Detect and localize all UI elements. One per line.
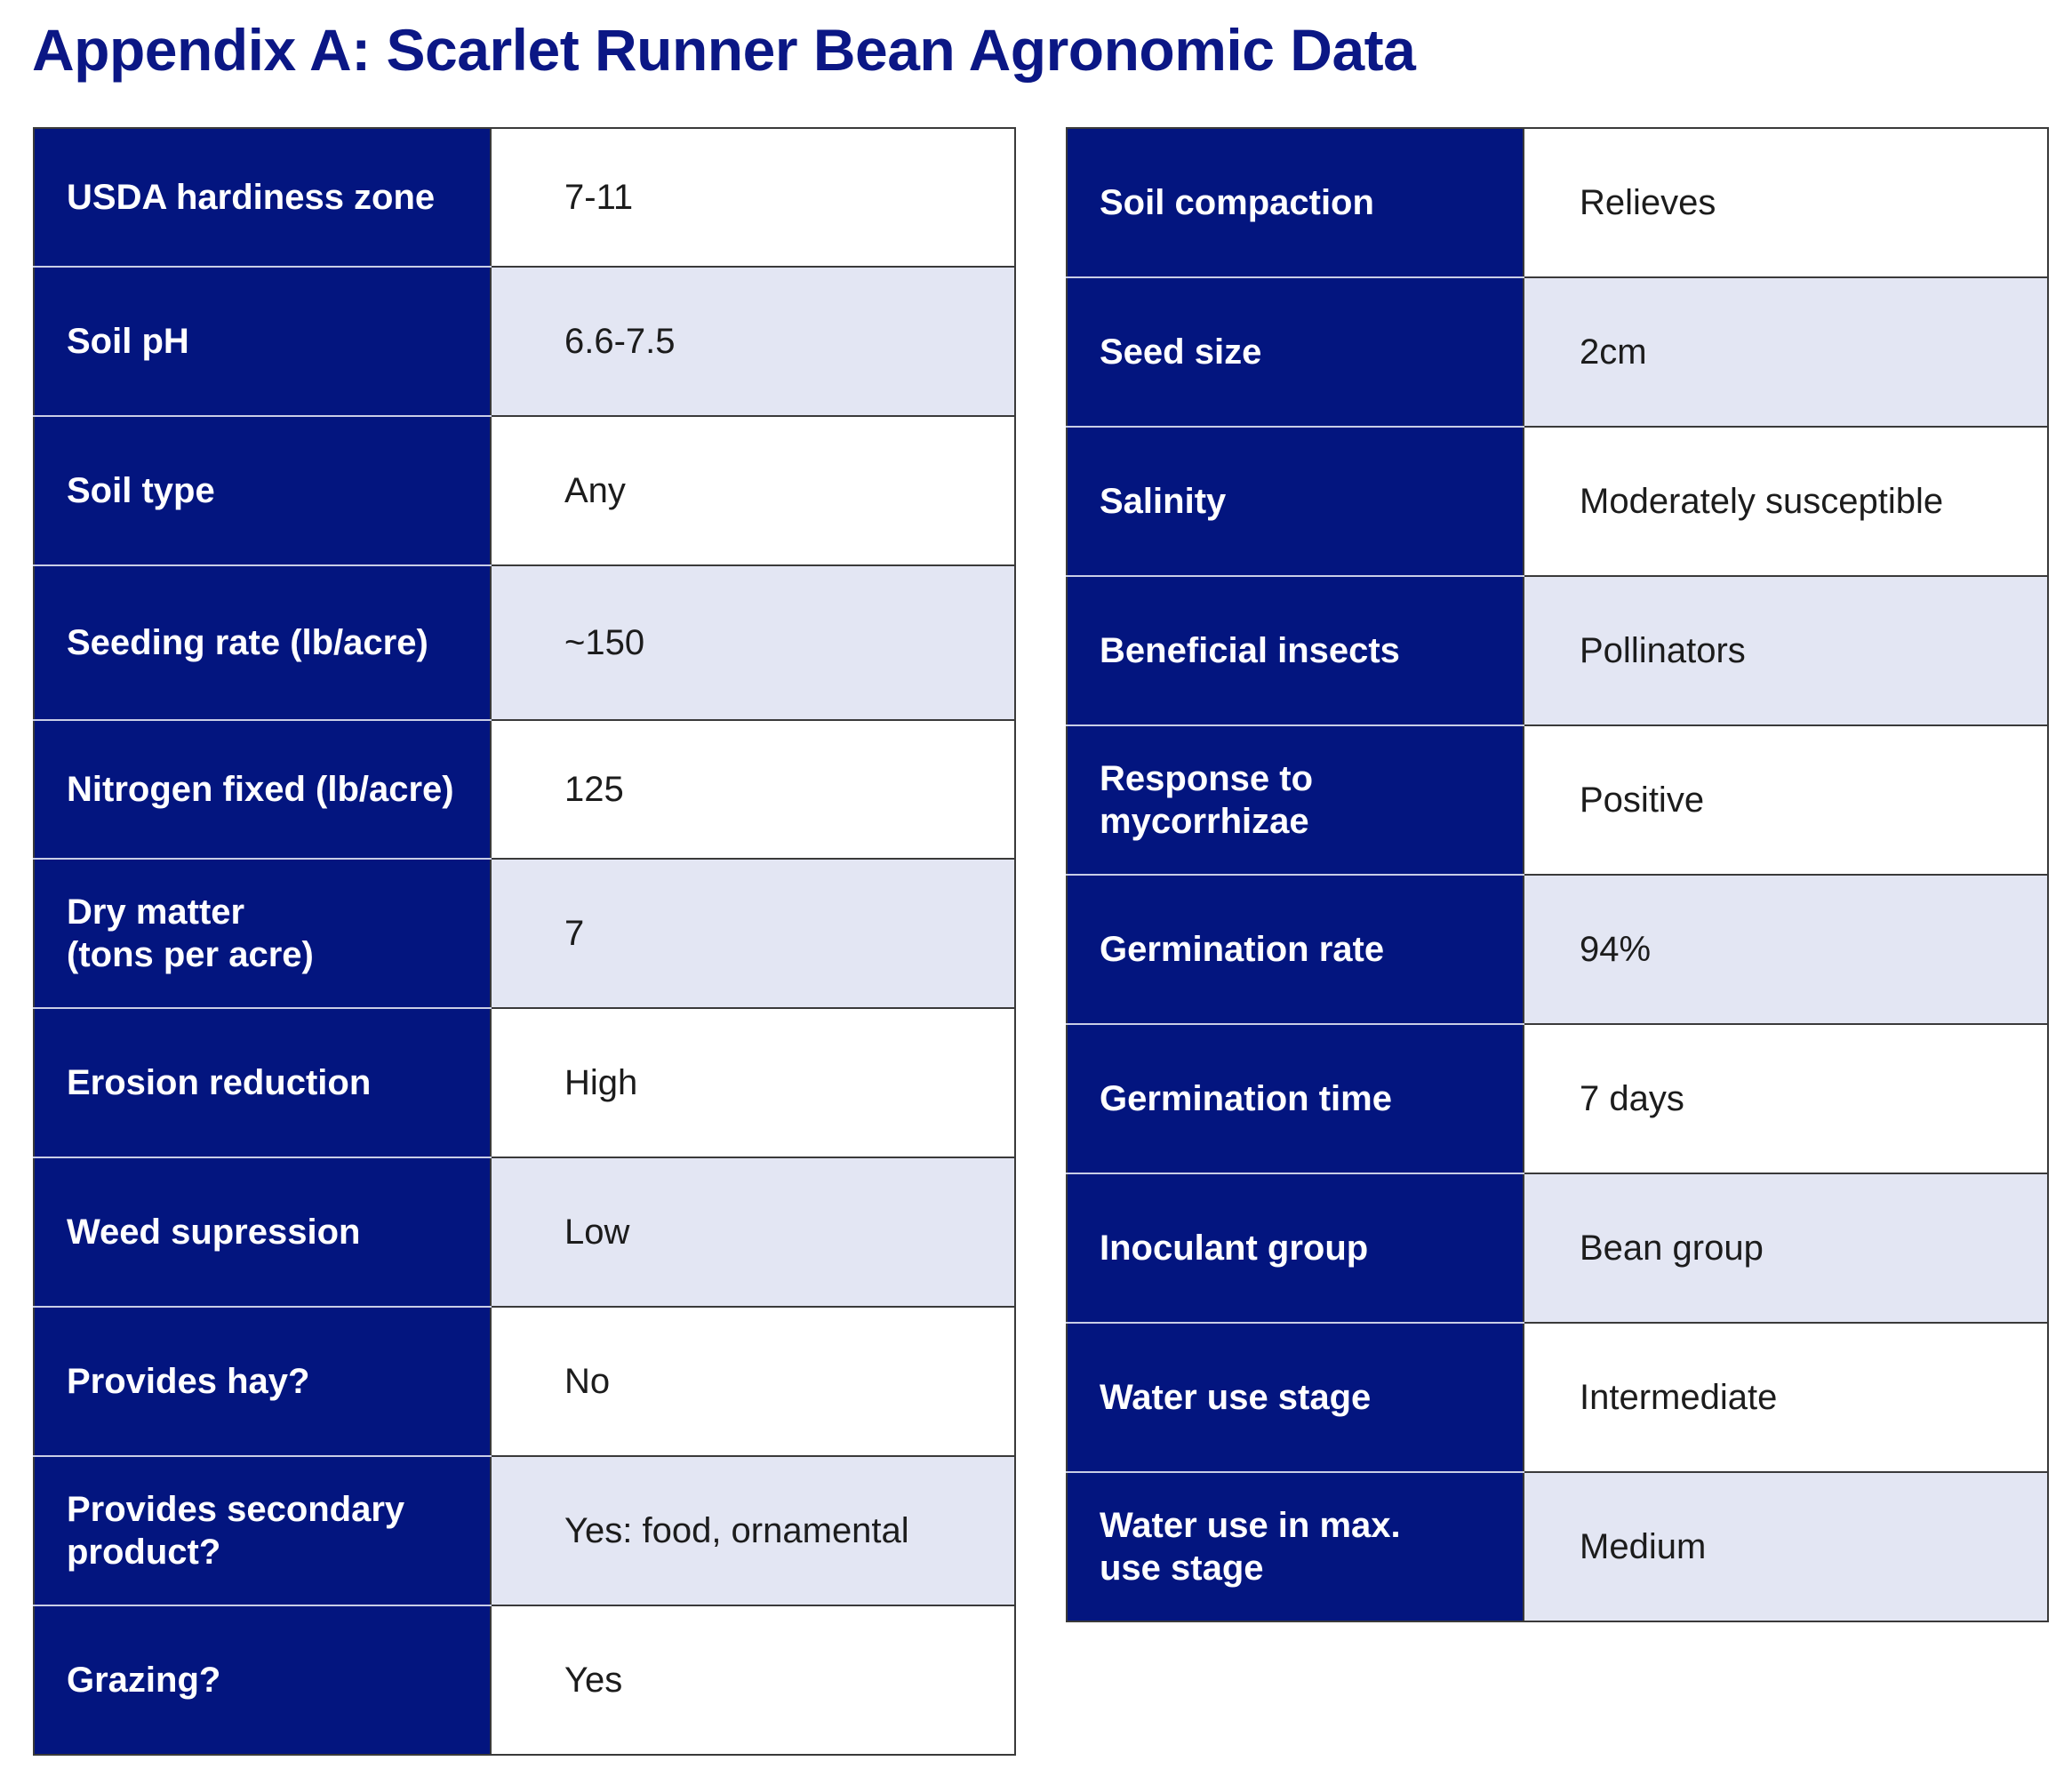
row-value: Positive: [1524, 725, 2048, 875]
table-row: [34, 565, 1015, 720]
row-label: USDA hardiness zone: [34, 128, 491, 267]
row-value: Moderately susceptible: [1524, 427, 2048, 576]
row-label: Beneficial insects: [1067, 576, 1524, 725]
table-row: [1067, 875, 2048, 1024]
row-label: Germination time: [1067, 1024, 1524, 1173]
row-label: Salinity: [1067, 427, 1524, 576]
row-value: 7 days: [1524, 1024, 2048, 1173]
row-value: Medium: [1524, 1472, 2048, 1621]
table-row: [34, 1307, 1015, 1456]
row-label: Nitrogen fixed (lb/acre): [34, 720, 491, 859]
row-value: No: [491, 1307, 1015, 1456]
table-row: [1067, 1173, 2048, 1323]
row-label: Erosion reduction: [34, 1008, 491, 1157]
row-value: 7-11: [491, 128, 1015, 267]
row-label: Seed size: [1067, 277, 1524, 427]
page-title: Appendix A: Scarlet Runner Bean Agronomic Data: [32, 17, 1416, 83]
table-row: [34, 416, 1015, 565]
table-row: [1067, 725, 2048, 875]
row-value: 7: [491, 859, 1015, 1008]
table-row: [34, 1008, 1015, 1157]
table-row: [1067, 1323, 2048, 1472]
row-value: Intermediate: [1524, 1323, 2048, 1472]
row-value: Bean group: [1524, 1173, 2048, 1323]
row-label: Soil pH: [34, 267, 491, 416]
row-label: Weed supression: [34, 1157, 491, 1307]
row-label: Provides hay?: [34, 1307, 491, 1456]
row-value: Low: [491, 1157, 1015, 1307]
row-label: Water use in max. use stage: [1067, 1472, 1524, 1621]
row-value: 2cm: [1524, 277, 2048, 427]
table-row: [34, 267, 1015, 416]
row-label: Soil type: [34, 416, 491, 565]
row-label: Germination rate: [1067, 875, 1524, 1024]
table-row: [34, 128, 1015, 267]
row-value: 125: [491, 720, 1015, 859]
row-label: Dry matter (tons per acre): [34, 859, 491, 1008]
row-label: Soil compaction: [1067, 128, 1524, 277]
row-value: 94%: [1524, 875, 2048, 1024]
row-value: High: [491, 1008, 1015, 1157]
row-value: Any: [491, 416, 1015, 565]
table-row: [34, 1456, 1015, 1605]
row-value: Relieves: [1524, 128, 2048, 277]
row-label: Provides secondary product?: [34, 1456, 491, 1605]
row-value: ~150: [491, 565, 1015, 720]
table-row: [1067, 128, 2048, 277]
table-row: [34, 1157, 1015, 1307]
row-label: Water use stage: [1067, 1323, 1524, 1472]
row-value: Yes: food, ornamental: [491, 1456, 1015, 1605]
table-row: [34, 1605, 1015, 1755]
row-label: Grazing?: [34, 1605, 491, 1755]
table-row: [1067, 427, 2048, 576]
table-row: [1067, 576, 2048, 725]
row-label: Response to mycorrhizae: [1067, 725, 1524, 875]
row-value: Pollinators: [1524, 576, 2048, 725]
agronomic-data-table-left: [33, 127, 1016, 1756]
table-row: [34, 859, 1015, 1008]
row-value: Yes: [491, 1605, 1015, 1755]
row-value: 6.6-7.5: [491, 267, 1015, 416]
row-label: Seeding rate (lb/acre): [34, 565, 491, 720]
table-row: [1067, 1024, 2048, 1173]
table-row: [34, 720, 1015, 859]
agronomic-data-table-right: [1066, 127, 2049, 1622]
table-row: [1067, 277, 2048, 427]
row-label: Inoculant group: [1067, 1173, 1524, 1323]
table-row: [1067, 1472, 2048, 1621]
